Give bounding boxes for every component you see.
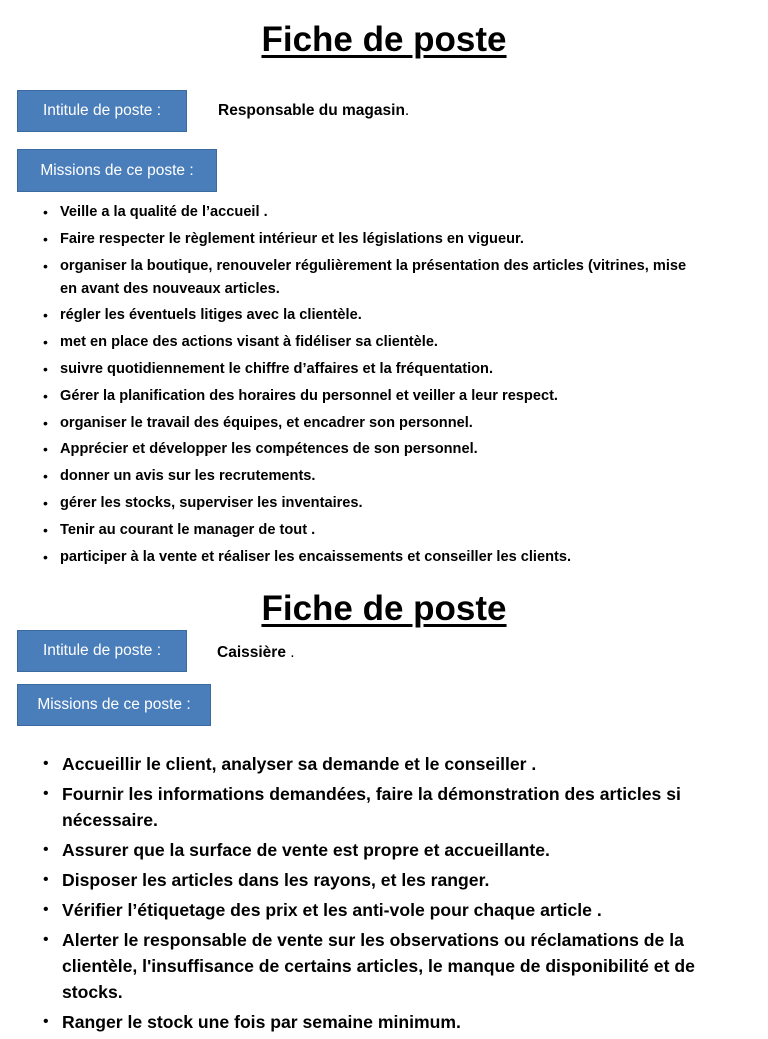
list-item (0, 867, 740, 893)
mission-text: Fournir les informations demandées, faire la démonstration des articles si nécessaire. (62, 784, 681, 830)
mission-text: régler les éventuels litiges avec la clientèle. (60, 307, 362, 324)
mission-text: participer à la vente et réaliser les encaissements et conseiller les clients. (60, 548, 572, 565)
list-item (0, 927, 740, 1005)
job-title-label (17, 630, 187, 672)
mission-text: Disposer les articles dans les rayons, et les ranger. (62, 870, 490, 890)
job-title-label (17, 90, 187, 132)
bullet-icon: • (43, 931, 49, 948)
bullet-icon: • (43, 548, 48, 565)
job-title-value: Caissière . (217, 644, 295, 661)
list-item (0, 201, 700, 224)
bullet-icon: • (43, 755, 49, 772)
list-item (0, 438, 700, 461)
list-item (0, 546, 700, 569)
list-item (0, 1009, 740, 1035)
bullet-icon: • (43, 360, 48, 377)
missions-label (17, 149, 217, 192)
list-item (0, 331, 700, 354)
list-item (0, 751, 740, 777)
mission-text: gérer les stocks, superviser les inventaires. (60, 494, 363, 511)
mission-text: Faire respecter le règlement intérieur et les législations en vigueur. (60, 230, 524, 247)
list-item (0, 385, 700, 408)
job-title-value-text: Responsable du magasin (218, 102, 405, 119)
list-item (0, 412, 700, 435)
job-title-label-text: Intitule de poste : (42, 642, 162, 659)
missions-label-text: Missions de ce poste : (37, 696, 191, 713)
list-item (0, 358, 700, 381)
missions-label-text: Missions de ce poste : (40, 161, 194, 179)
mission-text: organiser la boutique, renouveler régulièrement la présentation des articles (vitrines, mise en avant des nouveaux articles. (60, 257, 687, 297)
missions-list (0, 751, 740, 1039)
mission-text: Gérer la planification des horaires du personnel et veiller a leur respect. (60, 387, 558, 404)
bullet-icon: • (43, 521, 48, 538)
mission-text: Assurer que la surface de vente est propre et accueillante. (62, 840, 550, 860)
job-title-value: Responsable du magasin. (218, 102, 410, 119)
mission-text: met en place des actions visant à fidéliser sa clientèle. (60, 334, 438, 351)
bullet-icon: • (43, 257, 48, 274)
mission-text: donner un avis sur les recrutements. (60, 468, 316, 485)
bullet-icon: • (43, 307, 48, 324)
mission-text: Veille a la qualité de l’accueil . (60, 204, 268, 220)
page-title: Fiche de poste (261, 589, 507, 628)
bullet-icon: • (43, 414, 48, 431)
bullet-icon: • (43, 841, 49, 858)
list-item (0, 465, 700, 488)
bullet-icon: • (43, 494, 48, 511)
list-item (0, 519, 700, 542)
bullet-icon: • (43, 1013, 49, 1030)
job-title-value-text: Caissière (217, 644, 286, 661)
mission-text: suivre quotidiennement le chiffre d’affaires et la fréquentation. (60, 360, 494, 377)
bullet-icon: • (43, 387, 48, 404)
mission-text: organiser le travail des équipes, et encadrer son personnel. (60, 414, 473, 431)
mission-text: Accueillir le client, analyser sa demande et le conseiller . (62, 754, 537, 774)
bullet-icon: • (43, 468, 48, 485)
list-item (0, 897, 740, 923)
list-item (0, 492, 700, 515)
bullet-icon: • (43, 871, 49, 888)
missions-label (17, 684, 211, 726)
mission-text: Tenir au courant le manager de tout . (60, 521, 316, 538)
job-title-label-text: Intitule de poste : (42, 102, 162, 119)
list-item (0, 228, 700, 251)
mission-text: Vérifier l’étiquetage des prix et les anti-vole pour chaque article . (62, 900, 602, 920)
list-item (0, 837, 740, 863)
mission-text: Ranger le stock une fois par semaine minimum. (62, 1012, 461, 1032)
bullet-icon: • (43, 334, 48, 351)
bullet-icon: • (43, 901, 49, 918)
bullet-icon: • (43, 785, 49, 802)
bullet-icon: • (43, 204, 48, 220)
bullet-icon: • (43, 441, 48, 458)
missions-list (0, 201, 700, 572)
list-item (0, 255, 700, 301)
mission-text: Apprécier et développer les compétences de son personnel. (60, 441, 478, 458)
list-item (0, 304, 700, 327)
mission-text: Alerter le responsable de vente sur les observations ou réclamations de la clientèle, l'insuffisance de certains articles, le manque de disponibilité et de stocks. (62, 930, 695, 1002)
list-item (0, 781, 740, 833)
page-title: Fiche de poste (261, 20, 507, 59)
bullet-icon: • (43, 230, 48, 247)
